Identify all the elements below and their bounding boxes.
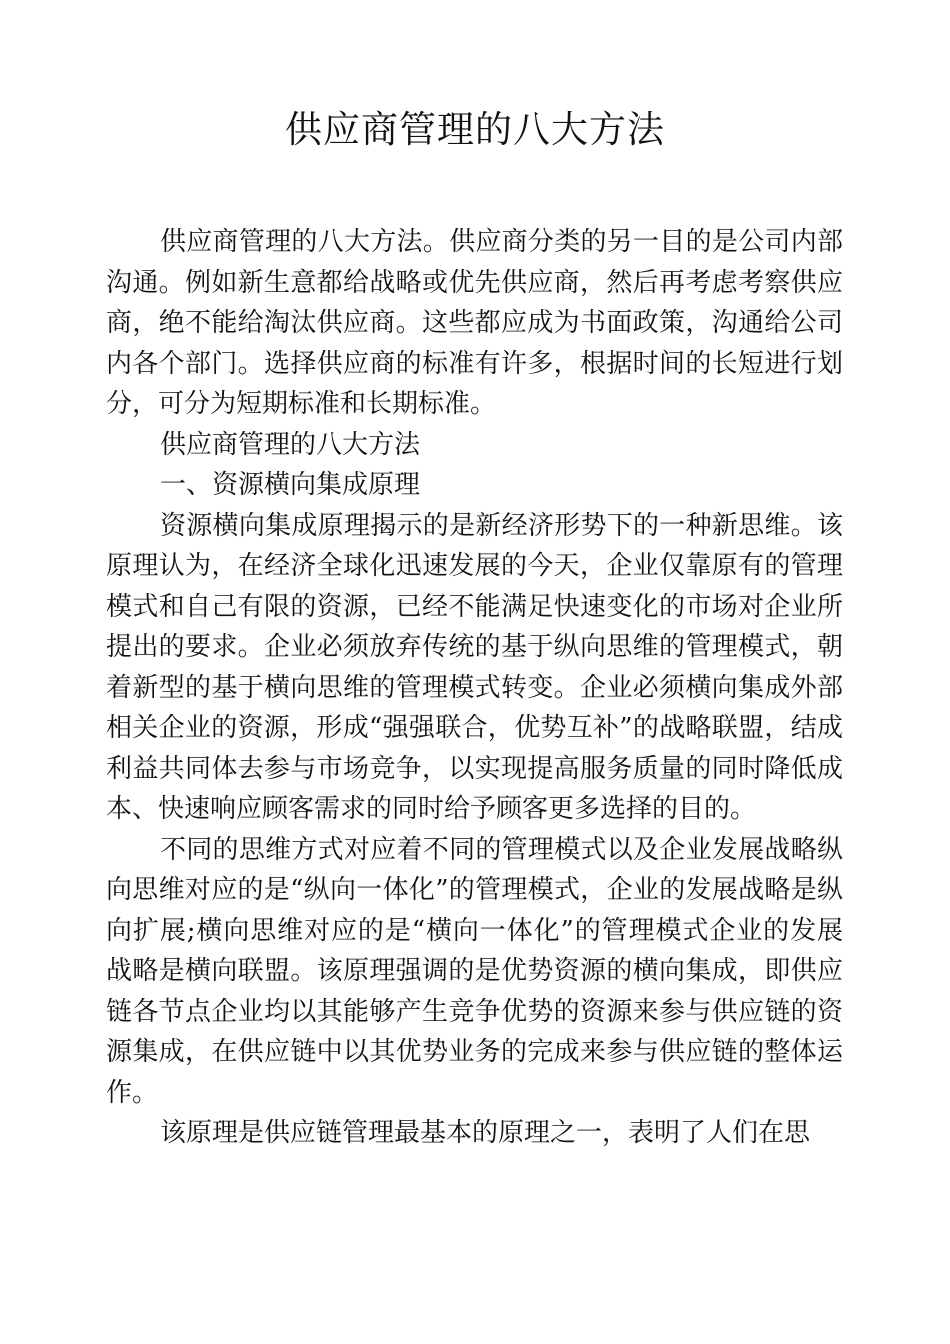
document-title: 供应商管理的八大方法 [285, 108, 665, 151]
paragraph-intro: 供应商管理的八大方法。供应商分类的另一目的是公司内部沟通。例如新生意都给战略或优先供应商，然后再考虑考察供应商，绝不能给淘汰供应商。这些都应成为书面政策，沟通给公司内各个部门。选择供应商的标准有许多，根据时间的长短进行划分，可分为短期标准和长期标准。 [106, 227, 843, 419]
paragraph-section-1c: 该原理是供应链管理最基本的原理之一，表明了人们在思 [160, 1118, 811, 1148]
paragraph-section-1a: 资源横向集成原理揭示的是新经济形势下的一种新思维。该原理认为，在经济全球化迅速发展的今天，企业仅靠原有的管理模式和自己有限的资源，已经不能满足快速变化的市场对企业所提出的要求。企业必须放弃传统的基于纵向思维的管理模式，朝着新型的基于横向思维的管理模式转变。企业必须横向集成外部相关企业的资源，形成“强强联合，优势互补”的战略联盟，结成利益共同体去参与市场竞争，以实现提高服务质量的同时降低成本、快速响应顾客需求的同时给予顾客更多选择的目的。 [106, 510, 843, 824]
paragraph-heading-repeat: 供应商管理的八大方法 [160, 429, 421, 460]
section-heading-1: 一、资源横向集成原理 [160, 470, 421, 500]
paragraph-section-1b: 不同的思维方式对应着不同的管理模式以及企业发展战略纵向思维对应的是“纵向一体化”的管理模式，企业的发展战略是纵向扩展;横向思维对应的是“横向一体化”的管理模式企业的发展战略是横向联盟。该原理强调的是优势资源的横向集成，即供应链各节点企业均以其能够产生竞争优势的资源来参与供应链的资源集成，在供应链中以其优势业务的完成来参与供应链的整体运作。 [106, 834, 843, 1108]
document-body [106, 222, 843, 1154]
